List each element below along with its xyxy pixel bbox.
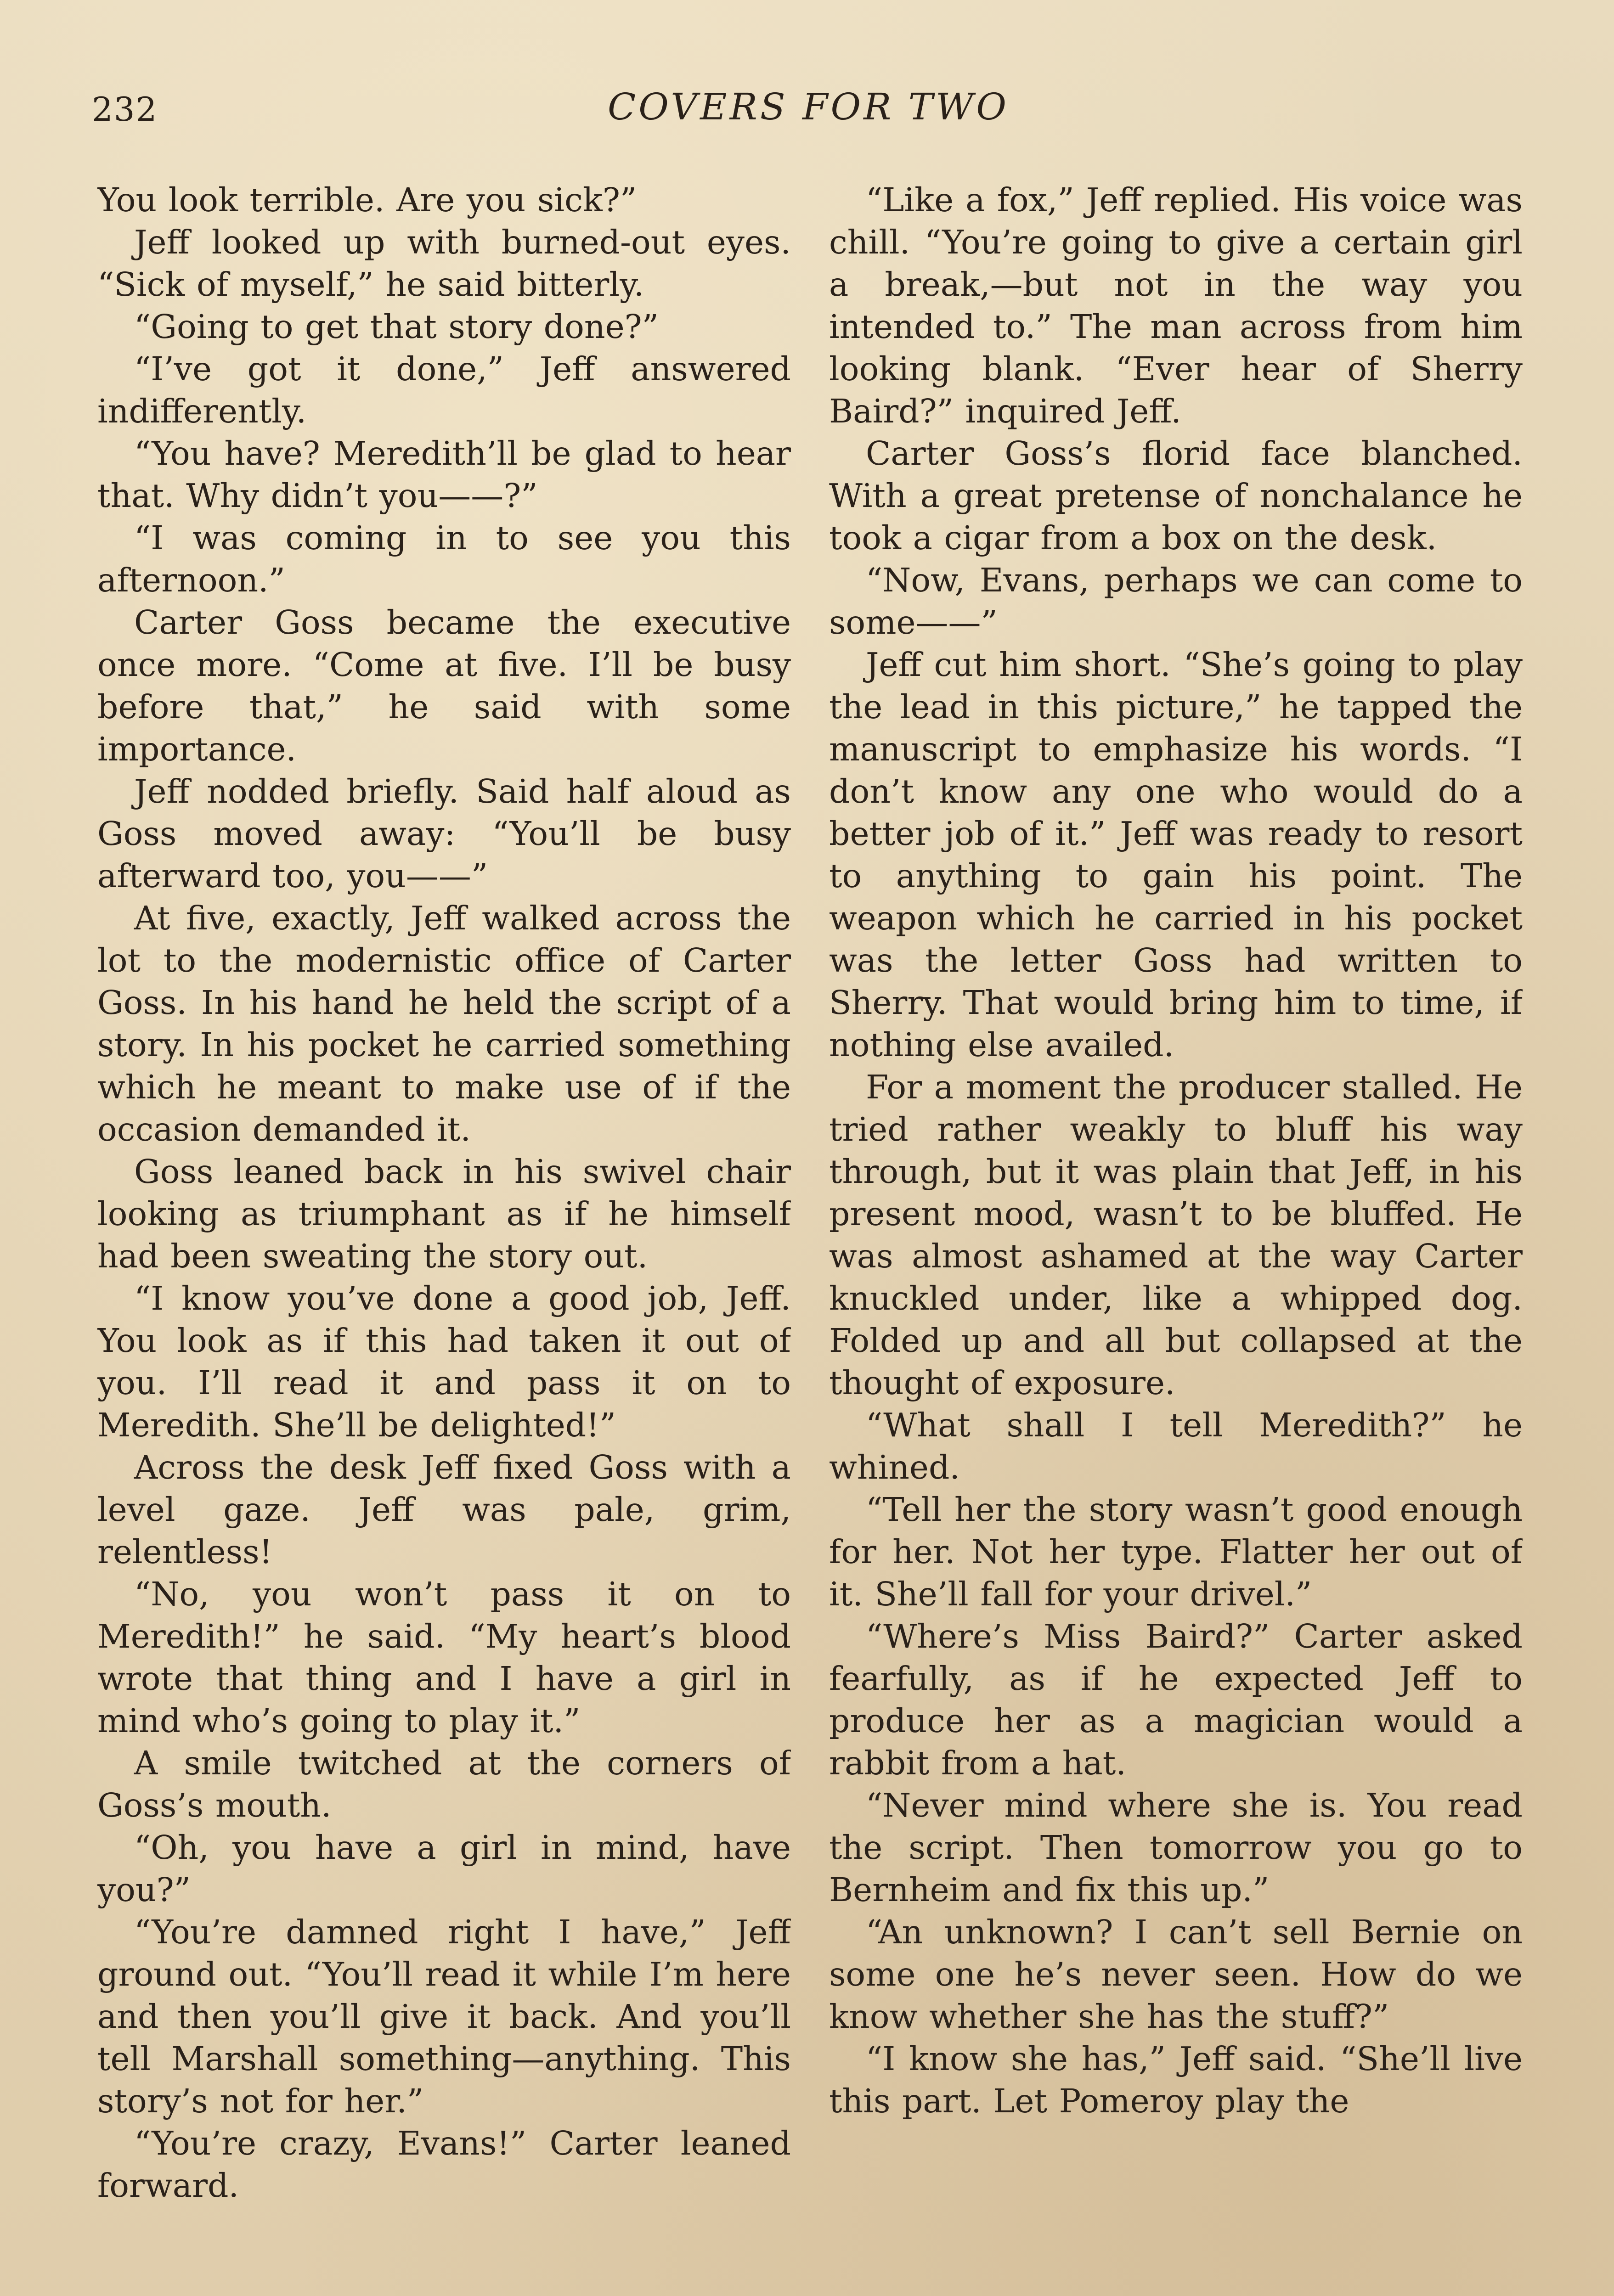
paragraph: “I know she has,” Jeff said. “She’ll live this part. Let Pomeroy play the [829,2040,1523,2120]
left-column [97,179,791,2296]
paragraph: “No, you won’t pass it on to Meredith!” he said. “My heart’s blood wrote that thing and I have a girl in mind who’s going to play it.” [97,1575,791,1740]
paragraph: “An unknown? I can’t sell Bernie on some one he’s never seen. How do we know whether she has the stuff?” [829,1913,1523,2036]
page-number: 232 [92,90,158,129]
right-column [829,179,1523,2296]
paragraph: Goss leaned back in his swivel chair looking as triumphant as if he himself had been sweating the story out. [97,1153,791,1275]
paragraph: At five, exactly, Jeff walked across the lot to the modernistic office of Carter Goss. In his hand he held the script of a story. In his pocket he carried something which he meant to make use of if the occasion demanded it. [97,899,791,1148]
paragraph: Jeff cut him short. “She’s going to play the lead in this picture,” he tapped the manuscript to emphasize his words. “I don’t know any one who would do a better job of it.” Jeff was ready to resort to anything to gain his point. The weapon which he carried in his pocket was the letter Goss had written to Sherry. That would bring him to time, if nothing else availed. [829,646,1523,1064]
paragraph: Carter Goss’s florid face blanched. With a great pretense of nonchalance he took a cigar from a box on the desk. [829,434,1523,557]
paragraph: Jeff nodded briefly. Said half aloud as Goss moved away: “You’ll be busy afterward too, you——” [97,772,791,895]
paragraph: “Like a fox,” Jeff replied. His voice was chill. “You’re going to give a certain girl a break,—but not in the way you intended to.” The man across from him looking blank. “Ever hear of Sherry Baird?” inquired Jeff. [829,181,1523,430]
paragraph: You look terrible. Are you sick?” [97,181,637,219]
paragraph: “What shall I tell Meredith?” he whined. [829,1406,1523,1486]
paragraph: “You’re crazy, Evans!” Carter leaned forward. [97,2124,791,2205]
paragraph: “Never mind where she is. You read the script. Then tomorrow you go to Bernheim and fix this up.” [829,1786,1523,1909]
paragraph: “Where’s Miss Baird?” Carter asked fearfully, as if he expected Jeff to produce her as a magician would a rabbit from a hat. [829,1617,1523,1782]
running-title: COVERS FOR TWO [608,85,1009,128]
paragraph: Jeff looked up with burned-out eyes. “Sick of myself,” he said bitterly. [97,223,791,304]
paragraph: “You have? Meredith’ll be glad to hear that. Why didn’t you——?” [97,434,791,515]
paragraph: For a moment the producer stalled. He tried rather weakly to bluff his way through, but it was plain that Jeff, in his present mood, wasn’t to be bluffed. He was almost ashamed at the way Carter knuckled under, like a whipped dog. Folded up and all but collapsed at the thought of exposure. [829,1068,1523,1402]
paragraph: “Oh, you have a girl in mind, have you?” [97,1829,791,1909]
paragraph: “Going to get that story done?” [134,308,659,346]
paragraph: Across the desk Jeff fixed Goss with a level gaze. Jeff was pale, grim, relentless! [97,1448,791,1571]
paragraph: “I was coming in to see you this afternoon.” [97,519,791,599]
paragraph: “I know you’ve done a good job, Jeff. You look as if this had taken it out of you. I’ll read it and pass it on to Meredith. She’ll be delighted!” [97,1279,791,1444]
paragraph: A smile twitched at the corners of Goss’s mouth. [97,1744,791,1824]
paragraph: “Now, Evans, perhaps we can come to some——” [829,561,1523,642]
paragraph: “You’re damned right I have,” Jeff ground out. “You’ll read it while I’m here and then you’ll give it back. And you’ll tell Marshall something—anything. This story’s not for her.” [97,1913,791,2120]
paragraph: “Tell her the story wasn’t good enough for her. Not her type. Flatter her out of it. She’ll fall for your drivel.” [829,1491,1523,1613]
paragraph: Carter Goss became the executive once more. “Come at five. I’ll be busy before that,” he said with some importance. [97,603,791,768]
page-header [92,85,1525,141]
paragraph: “I’ve got it done,” Jeff answered indifferently. [97,350,791,430]
